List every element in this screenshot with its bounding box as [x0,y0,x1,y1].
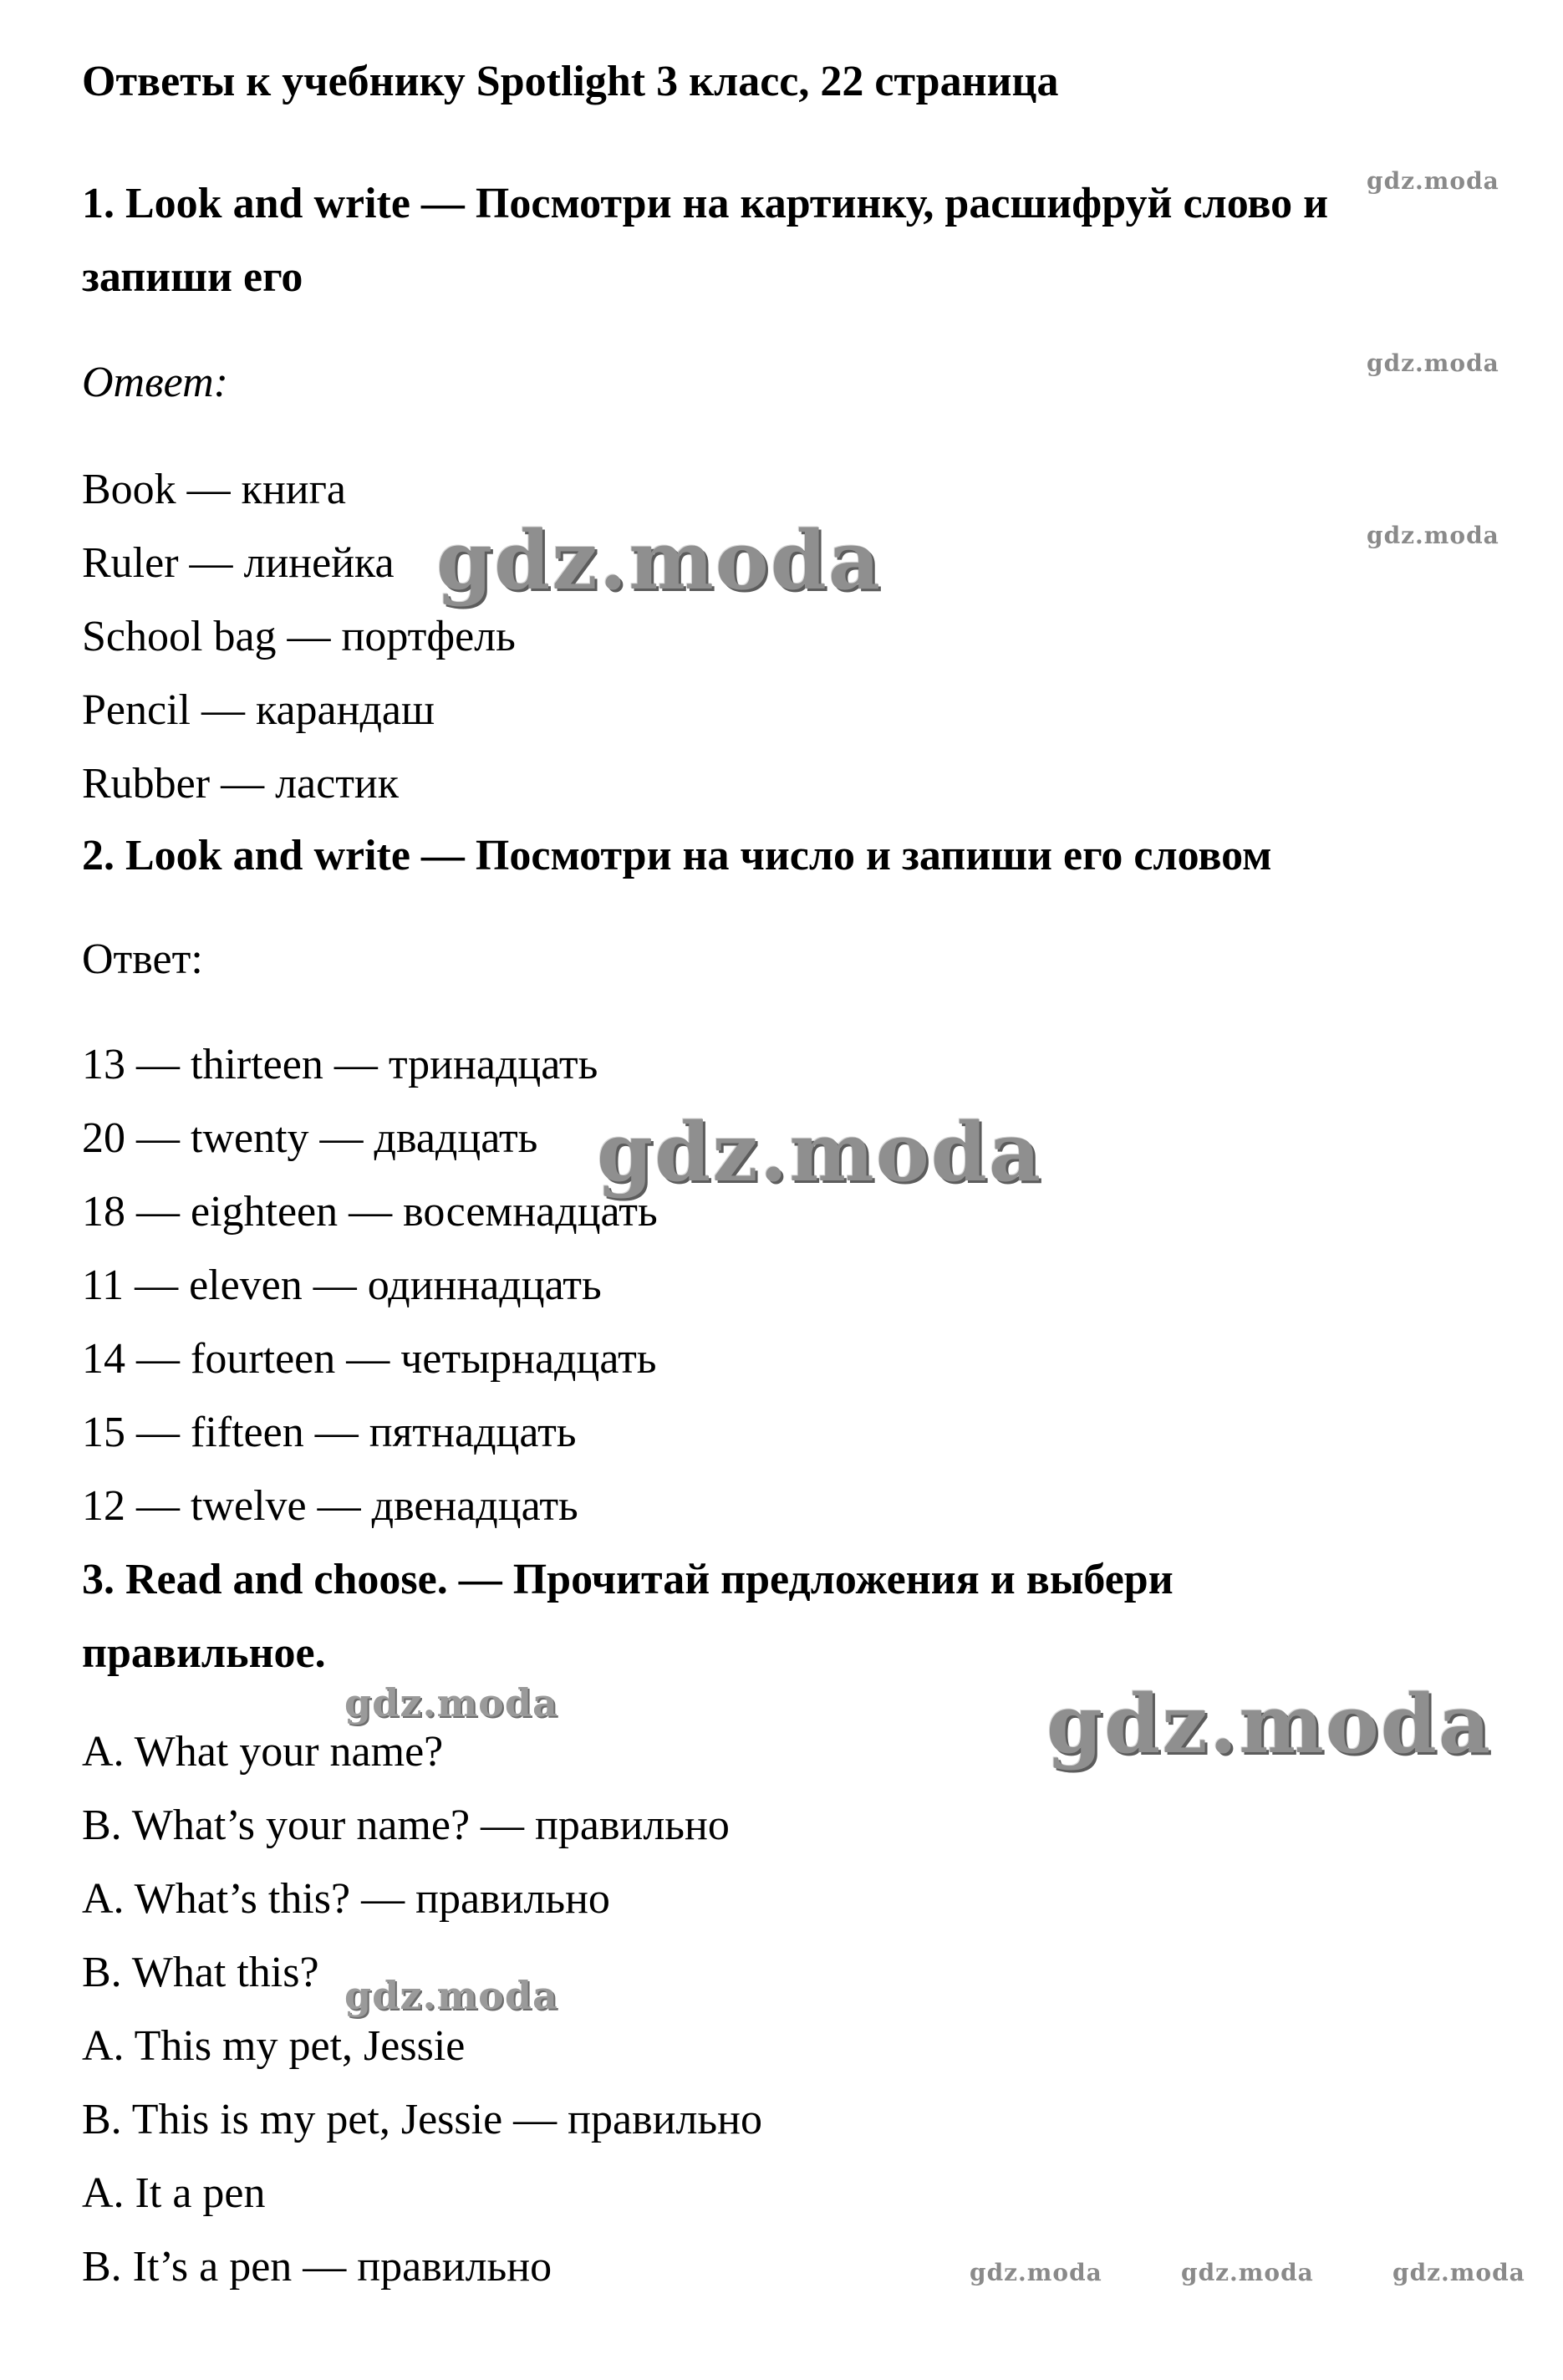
list-item: 20 — twenty — двадцать [82,1114,538,1162]
list-item: Book — книга [82,466,347,513]
section-1-answer-label: Ответ: [82,359,228,406]
watermark: gdz.moda [1392,2259,1525,2286]
list-item: A. It a pen [82,2169,266,2217]
list-item: Rubber — ластик [82,760,400,808]
watermark: gdz.moda [597,1105,1043,1200]
section-1-heading [82,167,1503,314]
section-2-heading: 2. Look and write — Посмотри на число и запиши его словом [82,832,1272,879]
list-item: B. What’s your name? — правильно [82,1802,730,1849]
watermark: gdz.moda [1367,349,1499,377]
list-item: A. What’s this? — правильно [82,1875,610,1923]
section-3-heading [82,1543,1503,1690]
section-2-answer-label: Ответ: [82,935,203,983]
list-item: 14 — fourteen — четырнадцать [82,1335,657,1383]
page-title: Ответы к учебнику Spotlight 3 класс, 22 страница [82,58,1059,105]
watermark: gdz.moda [344,1680,558,1725]
watermark: gdz.moda [436,513,883,608]
watermark: gdz.moda [1367,522,1499,549]
watermark: gdz.moda [1367,167,1499,195]
list-item: 12 — twelve — двенадцать [82,1482,578,1530]
list-item: B. This is my pet, Jessie — правильно [82,2096,762,2143]
list-item: 13 — thirteen — тринадцать [82,1041,598,1088]
section-3-heading-line-2: правильное. [82,1629,326,1677]
list-item: 15 — fifteen — пятнадцать [82,1409,577,1456]
list-item: School bag — портфель [82,613,516,660]
list-item: 18 — eighteen — восемнадцать [82,1188,658,1236]
watermark: gdz.moda [344,1973,558,2018]
watermark: gdz.moda [1046,1677,1493,1771]
section-2-answer-list [82,1028,658,1543]
list-item: A. What your name? [82,1728,444,1776]
section-3-heading-line-1: 3. Read and choose. — Прочитай предложения и выбери [82,1556,1174,1603]
section-1-heading-line-1: 1. Look and write — Посмотри на картинку, расшифруй слово и [82,180,1329,227]
watermark: gdz.moda [970,2259,1102,2286]
section-1-heading-line-2: запиши его [82,253,303,301]
section-1-answer-list [82,453,516,821]
watermark: gdz.moda [1181,2259,1314,2286]
list-item: 11 — eleven — одиннадцать [82,1261,602,1309]
list-item: B. It’s a pen — правильно [82,2243,552,2291]
list-item: B. What this? [82,1949,319,1996]
list-item: A. This my pet, Jessie [82,2022,466,2070]
list-item: Pencil — карандаш [82,686,435,734]
list-item: Ruler — линейка [82,539,395,587]
